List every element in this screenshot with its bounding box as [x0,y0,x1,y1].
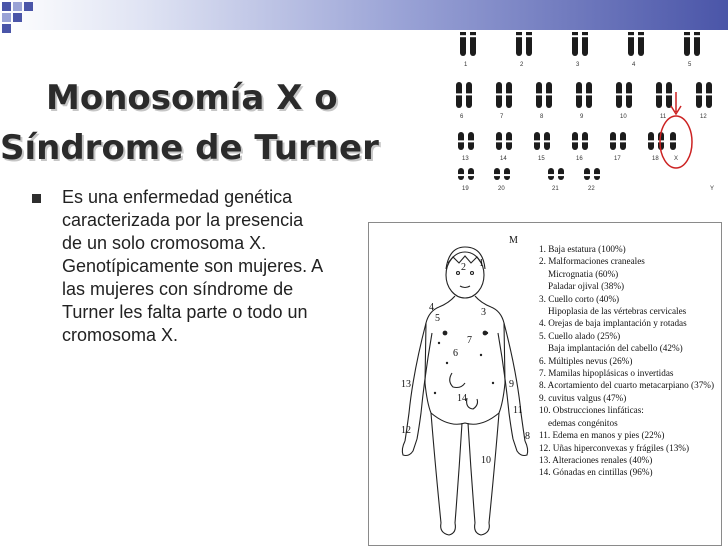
feature-item: 9. cuvitus valgus (47%) [539,392,627,403]
feature-item: 4. Orejas de baja implantación y rotadas [539,318,687,329]
marker-13: 13 [401,379,411,390]
feature-item: Baja implantación del cabello (42%) [548,343,683,354]
chromosome-pair [670,132,676,150]
feature-item: 2. Malformaciones craneales [539,256,645,267]
chromosome-number: 3 [576,62,580,68]
feature-item: 5. Cuello alado (25%) [539,330,621,341]
corner-mark: M [509,235,518,246]
chromosome-pair [458,132,474,150]
chromosome-pair [572,132,588,150]
feature-item: 1. Baja estatura (100%) [539,244,626,254]
marker-3: 3 [481,307,486,318]
chromosome-pair [458,168,474,180]
marker-5: 5 [435,313,440,324]
chromosome-pair [648,132,664,150]
feature-item: Paladar ojival (38%) [548,281,625,292]
feature-item: 7. Mamilas hipoplásicas o invertidas [539,368,674,379]
feature-item: edemas congénitos [548,417,618,428]
chromosome-number: 18 [652,156,659,162]
slide-title-line2: Síndrome de Turner [0,127,379,168]
chromosome-pair [576,82,592,108]
karyotype-chromosomes [438,32,728,208]
chromosome-number: 9 [580,114,584,120]
marker-6: 6 [453,348,458,359]
feature-item: Micrognatia (60%) [548,268,619,279]
chromosome-pair [616,82,632,108]
chromosome-pair [534,132,550,150]
feature-item: 6. Múltiples nevus (26%) [539,355,633,366]
chromosome-number: 11 [660,114,667,120]
chromosome-pair [628,32,644,56]
bullet-item [28,186,348,347]
chromosome-pair [610,132,626,150]
corner-squares-decoration [0,0,40,40]
turner-illustration [368,222,722,546]
marker-14: 14 [457,393,467,404]
chromosome-number: 14 [500,156,507,162]
marker-2: 2 [461,262,466,273]
chromosome-number: 17 [614,156,621,162]
marker-10: 10 [481,455,491,466]
slide-title [0,73,440,173]
chromosome-number: X [674,156,679,162]
karyotype-image [438,32,728,208]
feature-list [539,243,714,479]
feature-item: 14. Gónadas en cintillas (96%) [539,467,653,478]
chromosome-pair [494,168,510,180]
chromosome-pair [684,32,700,56]
chromosome-pair [572,32,588,56]
arrow-down-icon [671,92,681,114]
slide-title-line1: Monosomía X o [46,77,338,118]
chromosome-number: 1 [464,62,468,68]
chromosome-number: 12 [700,114,707,120]
feature-item: 10. Obstrucciones linfáticas: [539,405,644,416]
chromosome-number: 13 [462,156,469,162]
feature-item: 11. Edema en manos y pies (22%) [539,430,665,441]
marker-9: 9 [509,379,514,390]
chromosome-pair [496,82,512,108]
chromosome-number: 8 [540,114,544,120]
bullet-list [28,186,348,347]
chromosome-number: Y [710,186,715,192]
chromosome-number: 5 [688,62,692,68]
chromosome-pair [536,82,552,108]
chromosome-pair [460,32,476,56]
chromosome-number: 10 [620,114,627,120]
feature-item: 12. Uñas hiperconvexas y frágiles (13%) [539,442,690,453]
marker-12: 12 [401,425,411,436]
feature-item: 3. Cuello corto (40%) [539,293,620,304]
chromosome-number: 21 [552,186,559,192]
chromosome-number: 15 [538,156,545,162]
chromosome-number: 19 [462,186,469,192]
chromosome-number: 6 [460,114,464,120]
chromosome-pair [456,82,472,108]
marker-4: 4 [429,302,434,313]
chromosome-number: 16 [576,156,583,162]
chromosome-pair [584,168,600,180]
chromosome-number: 20 [498,186,505,192]
feature-item: 8. Acortamiento del cuarto metacarpiano (37%) [539,380,715,391]
marker-8: 8 [525,431,530,442]
marker-11: 11 [513,405,523,416]
chromosome-number: 2 [520,62,524,68]
chromosome-number: 22 [588,186,595,192]
square-bullet-icon [32,194,41,203]
bullet-text: Es una enfermedad genética caracterizada por la presencia de un solo cromosoma X. Genotípicamente son mujeres. A las mujeres con síndrome de Turner les falta parte o todo un cromosoma X. [62,187,323,345]
chromosome-pair [516,32,532,56]
chromosome-pair [696,82,712,108]
chromosome-number: 4 [632,62,636,68]
marker-1: 1 [479,258,484,269]
feature-item: 13. Alteraciones renales (40%) [539,454,653,465]
chromosome-pair [548,168,564,180]
feature-item: Hipoplasia de las vértebras cervicales [548,306,687,317]
chromosome-pair [496,132,512,150]
marker-7: 7 [467,335,472,346]
header-decoration-bar [0,0,728,30]
chromosome-number: 7 [500,114,504,120]
chromosome-pair [656,82,672,108]
